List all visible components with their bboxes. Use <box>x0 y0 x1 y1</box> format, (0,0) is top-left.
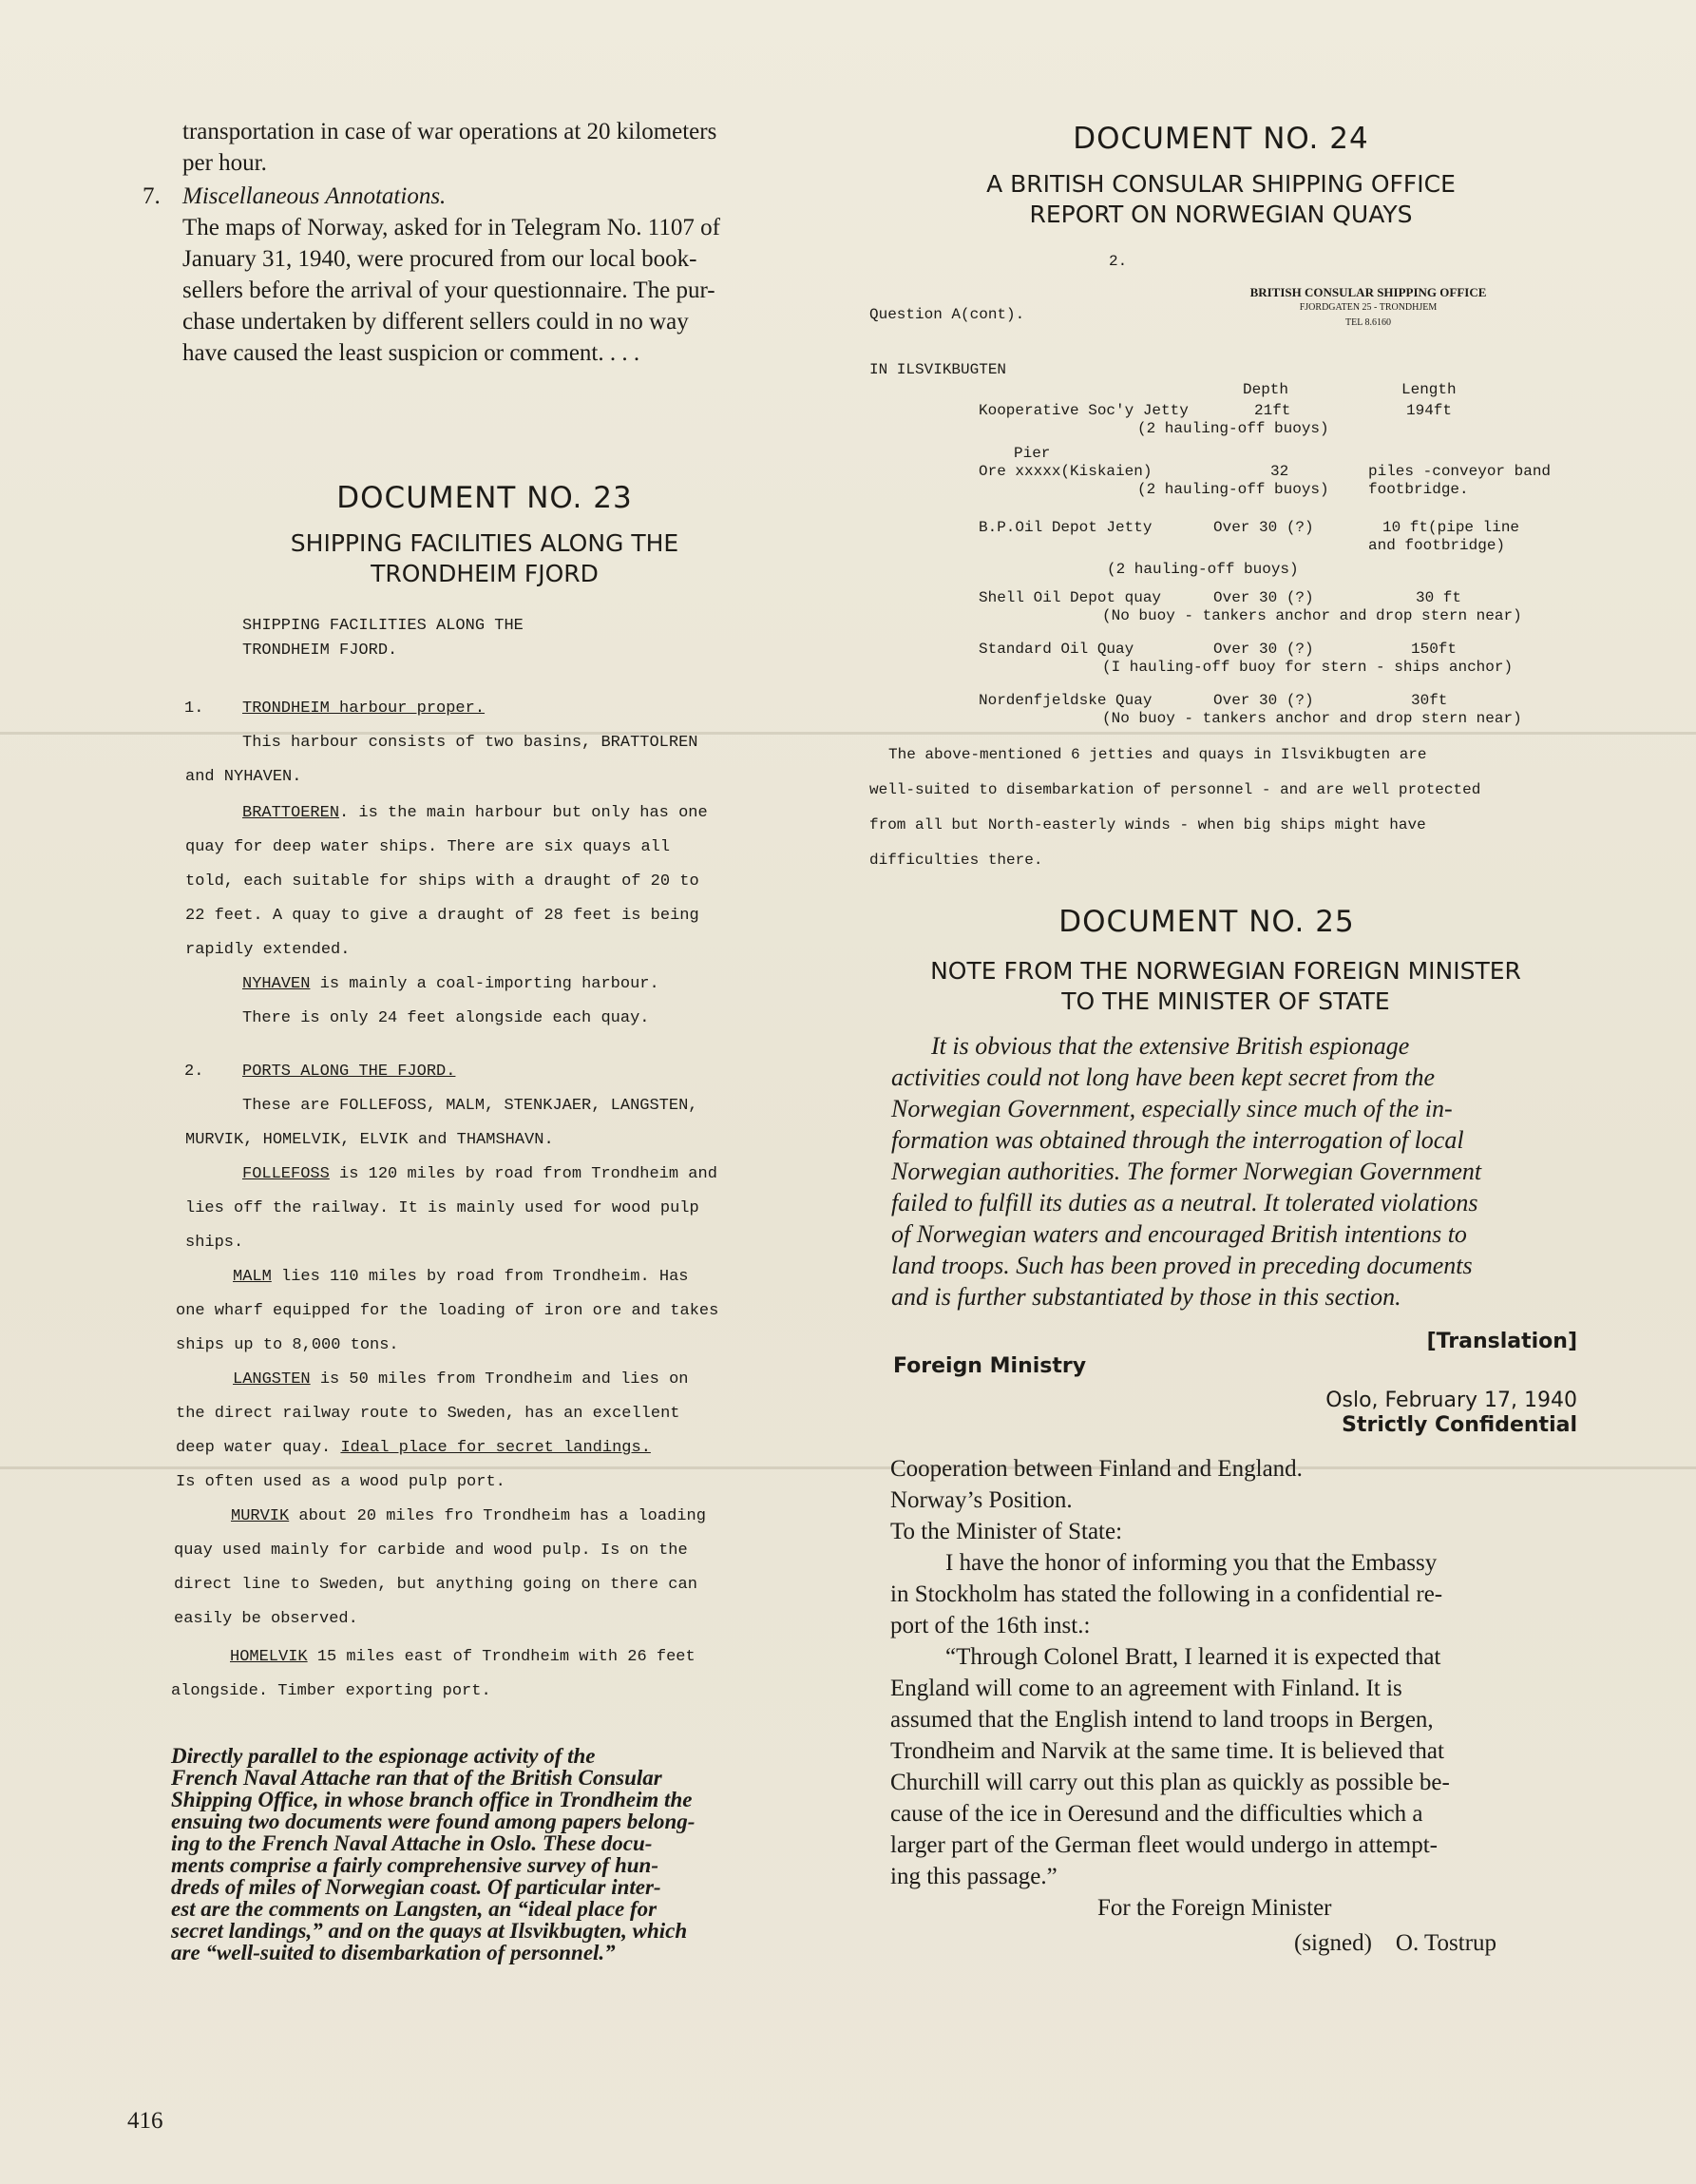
section-2-heading: PORTS ALONG THE FJORD. <box>242 1063 456 1081</box>
typed-heading: SHIPPING FACILITIES ALONG THE TRONDHEIM FJORD. <box>242 617 524 660</box>
signature-line: (signed) O. Tostrup <box>1294 1930 1497 1956</box>
quay-name: Kooperative Soc'y Jetty <box>979 402 1189 419</box>
document-25-number: DOCUMENT NO. 25 <box>1058 905 1355 939</box>
signer-name: O. Tostrup <box>1395 1930 1497 1956</box>
quay-name: Ore xxxxx(Kiskaien) <box>979 463 1153 480</box>
quay-name: B.P.Oil Depot Jetty <box>979 519 1153 536</box>
confidentiality-mark: Strictly Confidential <box>1342 1413 1577 1437</box>
report-summary: The above-mentioned 6 jetties and quays in Ilsvikbugten are well-suited to disembarkation of personnel - and are well protected from all but North-easterly winds - when big ships might have difficulties there. <box>869 746 1481 869</box>
consular-report: 2. BRITISH CONSULAR SHIPPING OFFICE FJORDGATEN 25 - TRONDHJEM TEL 8.6160 Question A(cont). IN ILSVIKBUGTEN Depth Length Kooperative Soc'y Jetty 21ft 194ft (2 hauling-off buoys) Pier Ore xxxxx(Kiskaien) 32 piles -conveyor band (2 hauling-off buoys) footbridge. B.P.Oil Depot Jetty Over 30 (?) 10 ft(pipe line and footbridge) (2 hauling-off buoys) Shell Oil Depot quay Over 30 (?) 30 ft (No buoy - tankers anchor and drop stern near) Standard Oil Quay Over 30 (?) 150ft (I hauling-off buoy for stern - ships anchor) Nordenfjeldske Quay Over 30 (?) 30ft (No buoy - tankers anchor and drop stern near) The above-mentioned 6 jetties and quays in Ilsvikbugten are well-suited to disembarkation of personnel - and are well protected from all but North-easterly winds - when big ships might have difficulties there. <box>869 243 1582 909</box>
item-7: 7. Miscellaneous Annotations. The maps of Norway, asked for in Telegram No. 1107 of January 31, 1940, were procured from our local book- sellers before the arrival of your questionnaire. The pur- chase undertaken by different sellers could in no way have caused the least suspicion or comment. . . . <box>143 181 827 369</box>
quay-name: Shell Oil Depot quay <box>979 589 1162 606</box>
right-column <box>869 122 1582 1959</box>
document-24-header: DOCUMENT NO. 24 A BRITISH CONSULAR SHIPPING OFFICE REPORT ON NORWEGIAN QUAYS <box>879 122 1563 230</box>
typed-report: SHIPPING FACILITIES ALONG THE TRONDHEIM FJORD. 1. TRONDHEIM harbour proper. This harbour consists of two basins, BRATTOLREN and NYHAVEN. BRATTOEREN. is the main harbour but only has one quay for deep water ships. There are six quays all told, each suitable for ships with a draught of 20 to 22 feet. A quay to give a draught of 28 feet is being rapidly extended. NYHAVEN is mainly a coal-importing harbour. There is only 24 feet alongside each quay. 2. PORTS ALONG THE FJORD. These are FOLLEFOSS, MALM, STENKJAER, LANGSTEN, MURVIK, HOMELVIK, ELVIK and THAMSHAVN. FOLLEFOSS is 120 miles by road from Trondheim and lies off the railway. It is mainly used for wood pulp ships. MALM lies 110 miles by road from Trondheim. Has one wharf equipped for the loading of iron ore and takes ships up to 8,000 tons. LANGSTEN is 50 miles from Trondheim and lies on the direct railway route to Sweden, has an excellent deep water quay. Ideal place for secret landings. Is often used as a wood pulp port. MURVIK about 20 miles fro Trondheim has a loading quay used mainly for carbide and wood pulp. Is on the direct line to Sweden, but anything going on there can easily be observed. HOMELVIK 15 miles east of Trondheim with 26 feet alongside. Timber exporting port. <box>143 614 827 1709</box>
intro-text: transportation in case of war operations at 20 kilometers per hour. <box>182 119 717 176</box>
left-column <box>143 116 827 1964</box>
item-7-heading: Miscellaneous Annotations. <box>182 183 447 209</box>
page-number: 416 <box>127 2108 163 2134</box>
letter-date: Oslo, February 17, 1940 <box>1325 1389 1577 1412</box>
document-23-header: DOCUMENT NO. 23 SHIPPING FACILITIES ALONG THE TRONDHEIM FJORD <box>181 481 789 589</box>
editorial-commentary: Directly parallel to the espionage activity of the French Naval Attache ran that of the British Consular Shipping Office, in whose branch office in Trondheim the ensuing two documents were found among papers belong- ing to the French Naval Attache in Oslo. These docu- ments comprise a fairly comprehensive survey of hun- dreds of miles of Norwegian coast. Of particular inter- est are the comments on Langsten, an “ideal place for secret landings,” and on the quays at Ilsvikbugten, which are “well-suited to disembarkation of personnel.” <box>171 1744 696 1964</box>
document-24-number: DOCUMENT NO. 24 <box>1073 122 1369 156</box>
quay-name: Standard Oil Quay <box>979 641 1134 658</box>
ministry-name: Foreign Ministry <box>893 1354 1087 1378</box>
document-23-number: DOCUMENT NO. 23 <box>336 481 633 515</box>
ideal-place-phrase: Ideal place for secret landings. <box>340 1439 651 1457</box>
letter-header: [Translation] Foreign Ministry Oslo, February 17, 1940 Strictly Confidential <box>893 1330 1577 1437</box>
quay-name: Nordenfjeldske Quay <box>979 692 1153 709</box>
document-25-intro: It is obvious that the extensive British espionage activities could not long have been kept secret from the Norwegian Government, especially since much of the in- formation was obtained through the interrogation of local Norwegian authorities. The former Norwegian Government failed to fulfill its duties as a neutral. It tolerated violations of Norwegian waters and encouraged British intentions to land troops. Such has been proved in preceding documents and is further substantiated by those in this section. <box>891 1032 1482 1311</box>
letterhead: BRITISH CONSULAR SHIPPING OFFICE FJORDGATEN 25 - TRONDHJEM TEL 8.6160 <box>1249 285 1487 328</box>
letter-body: Cooperation between Finland and England. Norway’s Position. To the Minister of State: I have the honor of informing you that the Embassy in Stockholm has stated the following in a confidential re- port of the 16th inst.: “Through Colonel Bratt, I learned it is expected that England will come to an agreement with Finland. It is assumed that the English intend to land troops in Bergen, Trondheim and Narvik at the same time. It is believed that Churchill will carry out this plan as quickly as possible be- cause of the ice in Oeresund and the difficulties which a larger part of the German fleet would undergo in attempt- ing this passage.” For the Foreign Minister (signed) O. Tostrup <box>890 1453 1582 1959</box>
section-1-heading: TRONDHEIM harbour proper. <box>242 699 486 718</box>
document-25-header: DOCUMENT NO. 25 NOTE FROM THE NORWEGIAN FOREIGN MINISTER TO THE MINISTER OF STATE <box>869 905 1582 1017</box>
